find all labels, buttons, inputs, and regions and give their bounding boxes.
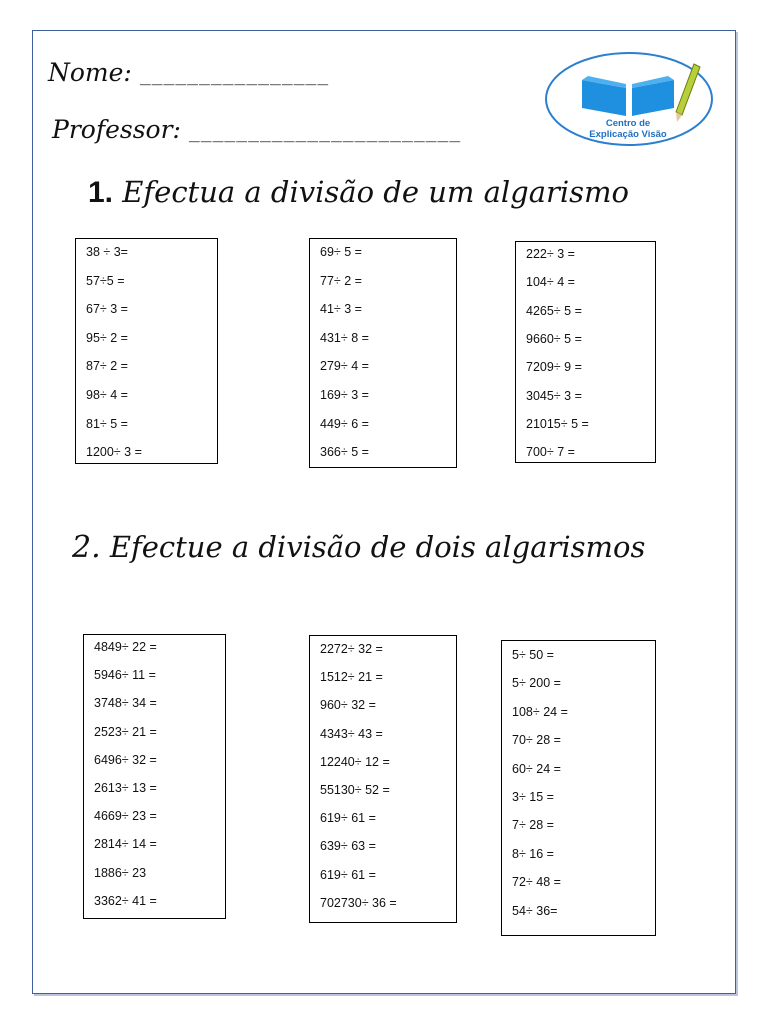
exercise-item: 2613÷ 13 = xyxy=(94,781,157,795)
exercise-item: 1200÷ 3 = xyxy=(86,445,142,460)
exercise-item: 366÷ 5 = xyxy=(320,445,369,460)
exercise-item: 4669÷ 23 = xyxy=(94,809,157,824)
exercise-item: 4343÷ 43 = xyxy=(320,726,383,741)
exercise-item: 960÷ 32 = xyxy=(320,698,376,713)
exercise-item: 702730÷ 36 = xyxy=(320,895,397,910)
section2-box-1 xyxy=(83,634,226,919)
exercise-item: 77÷ 2 = xyxy=(320,273,362,288)
exercise-item: 279÷ 4 = xyxy=(320,359,369,374)
exercise-item: 57÷5 = xyxy=(86,273,125,288)
exercise-item: 2814÷ 14 = xyxy=(94,837,157,852)
school-logo xyxy=(544,50,714,148)
section2-number: 2. xyxy=(72,530,101,565)
exercise-item: 5946÷ 11 = xyxy=(94,668,156,683)
exercise-item: 95÷ 2 = xyxy=(86,330,128,345)
exercise-item: 12240÷ 12 = xyxy=(320,754,390,769)
section1-number: 1. xyxy=(88,176,114,209)
exercise-item: 5÷ 200 = xyxy=(512,676,561,691)
logo-text-1: Centro de xyxy=(605,118,651,129)
name-label: Nome: xyxy=(48,58,132,87)
section1-heading xyxy=(88,175,629,210)
exercise-item: 3362÷ 41 = xyxy=(94,893,157,908)
exercise-item: 69÷ 5 = xyxy=(320,245,362,259)
exercise-item: 700÷ 7 = xyxy=(526,445,575,460)
exercise-item: 87÷ 2 = xyxy=(86,359,128,374)
section1-box-2 xyxy=(309,238,457,468)
exercise-item: 1886÷ 23 xyxy=(94,865,147,880)
exercise-item: 8÷ 16 = xyxy=(512,846,554,861)
exercise-item: 449÷ 6 = xyxy=(320,416,369,431)
teacher-field xyxy=(52,115,461,144)
teacher-label: Professor: xyxy=(52,115,181,144)
exercise-item: 2523÷ 21 = xyxy=(94,724,157,739)
section1-box-1 xyxy=(75,238,218,464)
exercise-item: 108÷ 24 = xyxy=(512,704,568,719)
exercise-item: 104÷ 4 = xyxy=(526,275,575,290)
exercise-item: 6496÷ 32 = xyxy=(94,752,157,767)
exercise-item: 21015÷ 5 = xyxy=(526,416,589,431)
exercise-item: 3÷ 15 = xyxy=(512,790,554,804)
exercise-item: 619÷ 61 = xyxy=(320,867,376,882)
name-field xyxy=(48,58,329,87)
exercise-item: 222÷ 3 = xyxy=(526,247,575,261)
exercise-item: 60÷ 24 = xyxy=(512,761,561,776)
exercise-item: 41÷ 3 = xyxy=(320,302,362,317)
name-line[interactable]: ________________ xyxy=(139,65,330,86)
section1-box-3 xyxy=(515,241,656,463)
exercise-item: 72÷ 48 = xyxy=(512,875,561,890)
exercise-item: 169÷ 3 = xyxy=(320,388,369,402)
section1-title: Efectua a divisão de um algarismo xyxy=(122,175,629,209)
exercise-item: 3045÷ 3 = xyxy=(526,388,582,403)
exercise-item: 67÷ 3 = xyxy=(86,302,128,317)
exercise-item: 54÷ 36= xyxy=(512,903,558,918)
exercise-item: 55130÷ 52 = xyxy=(320,783,390,797)
exercise-item: 3748÷ 34 = xyxy=(94,696,157,711)
section2-box-3 xyxy=(501,640,656,936)
exercise-item: 1512÷ 21 = xyxy=(320,670,383,685)
section2-heading xyxy=(72,530,645,565)
exercise-item: 619÷ 61 = xyxy=(320,811,376,826)
exercise-item: 4265÷ 5 = xyxy=(526,303,582,318)
exercise-item: 2272÷ 32 = xyxy=(320,642,383,656)
exercise-item: 70÷ 28 = xyxy=(512,733,561,748)
exercise-item: 4849÷ 22 = xyxy=(94,640,157,654)
exercise-item: 9660÷ 5 = xyxy=(526,331,582,346)
exercise-item: 431÷ 8 = xyxy=(320,330,369,345)
teacher-line[interactable]: _______________________ xyxy=(188,122,462,143)
logo-text-2: Explicação Visão xyxy=(589,129,667,140)
exercise-item: 38 ÷ 3= xyxy=(86,245,128,259)
exercise-item: 81÷ 5 = xyxy=(86,416,128,431)
section2-box-2 xyxy=(309,635,457,923)
exercise-item: 98÷ 4 = xyxy=(86,388,128,402)
exercise-item: 7÷ 28 = xyxy=(512,818,554,833)
exercise-item: 639÷ 63 = xyxy=(320,839,376,854)
section2-title: Efectue a divisão de dois algarismos xyxy=(109,530,646,564)
exercise-item: 7209÷ 9 = xyxy=(526,360,582,375)
exercise-item: 5÷ 50 = xyxy=(512,648,554,662)
